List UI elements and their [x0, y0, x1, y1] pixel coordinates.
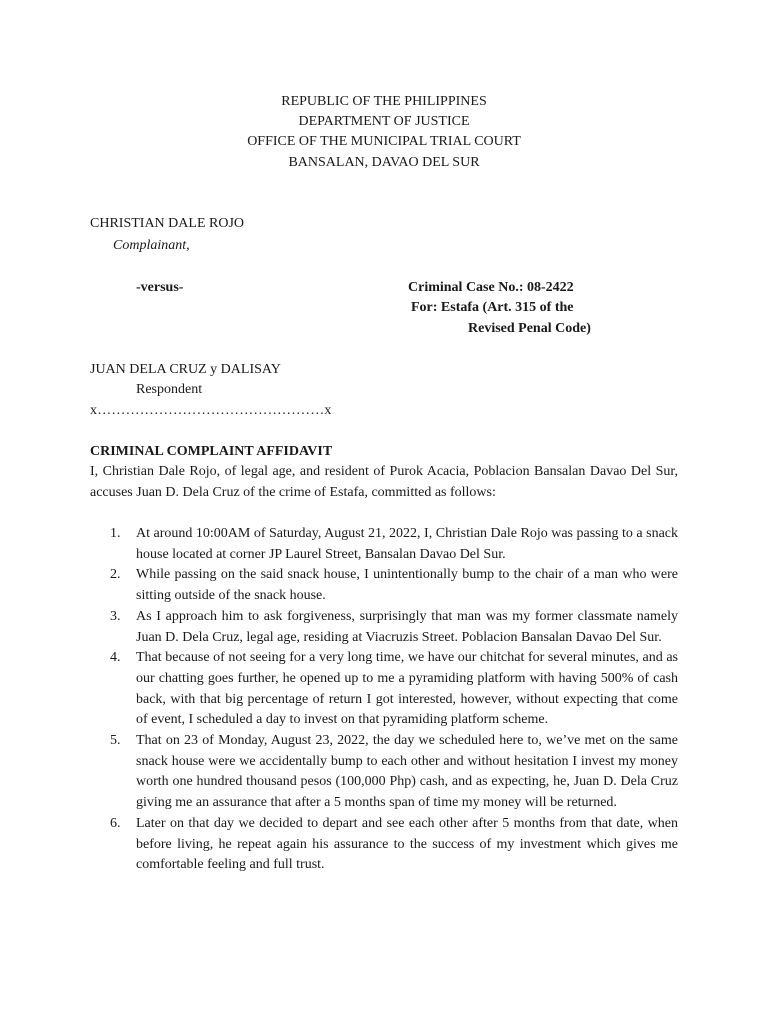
header-location: BANSALAN, DAVAO DEL SUR	[288, 155, 480, 170]
list-item	[90, 565, 678, 606]
allegations-list	[90, 524, 678, 876]
list-item-number: 4.	[110, 650, 121, 666]
respondent-role: Respondent	[136, 382, 203, 397]
list-item-number: 2.	[110, 567, 121, 583]
list-item-number: 1.	[110, 526, 121, 541]
list-item	[90, 607, 678, 648]
document-title: CRIMINAL COMPLAINT AFFIDAVIT	[90, 444, 333, 459]
list-item-number: 3.	[110, 608, 121, 624]
list-item-text: As I approach him to ask forgiveness, surprisingly that man was my former classmate namely Juan D. Dela Cruz, legal age, residing at Viacruzis Street. Poblacion Bansalan Davao Del Sur.	[136, 608, 678, 645]
header-republic: REPUBLIC OF THE PHILIPPINES	[281, 94, 487, 109]
caption-divider: x…………………………………………x	[90, 403, 332, 418]
complainant-name: CHRISTIAN DALE ROJO	[90, 216, 244, 231]
intro-paragraph: I, Christian Dale Rojo, of legal age, and resident of Purok Acacia, Poblacion Bansalan Davao Del Sur, accuses Juan D. Dela Cruz of the crime of Estafa, committed as follows:	[90, 464, 678, 500]
complainant-role: Complainant,	[113, 238, 190, 253]
list-item	[90, 524, 678, 565]
list-item-text: At around 10:00AM of Saturday, August 21, 2022, I, Christian Dale Rojo was passing to a snack house located at corner JP Laurel Street, Bansalan Davao Del Sur.	[136, 526, 678, 562]
list-item-text: That on 23 of Monday, August 23, 2022, the day we scheduled here to, we’ve met on the same snack house were we accidentally bump to each other and without hesitation I invest my money worth one hundred thousand pesos (100,000 Php) cash, and as expecting, he, Juan D. Dela Cruz giving me an assurance that after a 5 months span of time my money will be returned.	[136, 733, 678, 811]
list-item-text: That because of not seeing for a very long time, we have our chitchat for several minutes, and as our chatting goes further, he opened up to me a pyramiding platform with having 500% of cash back, with that big percentage of return I got interested, however, without expecting that come of event, I scheduled a day to invest on that pyramiding platform scheme.	[136, 650, 678, 728]
list-item-text: Later on that day we decided to depart and see each other after 5 months from that date, when before living, he repeat again his assurance to the success of my investment which gives me comfortable feeling and full trust.	[136, 815, 678, 873]
offense-line-2: Revised Penal Code)	[468, 321, 591, 336]
list-item	[90, 814, 678, 876]
list-item-text: While passing on the said snack house, I unintentionally bump to the chair of a man who were sitting outside of the snack house.	[136, 567, 678, 604]
header-department: DEPARTMENT OF JUSTICE	[298, 114, 470, 129]
header-office: OFFICE OF THE MUNICIPAL TRIAL COURT	[247, 134, 521, 149]
list-item-number: 6.	[110, 815, 121, 831]
versus-label: -versus-	[136, 280, 184, 295]
offense-line-1: For: Estafa (Art. 315 of the	[411, 300, 574, 315]
list-item	[90, 648, 678, 731]
respondent-name: JUAN DELA CRUZ y DALISAY	[90, 362, 281, 377]
list-item-number: 5.	[110, 733, 121, 749]
case-number: Criminal Case No.: 08-2422	[408, 280, 574, 295]
list-item	[90, 731, 678, 814]
